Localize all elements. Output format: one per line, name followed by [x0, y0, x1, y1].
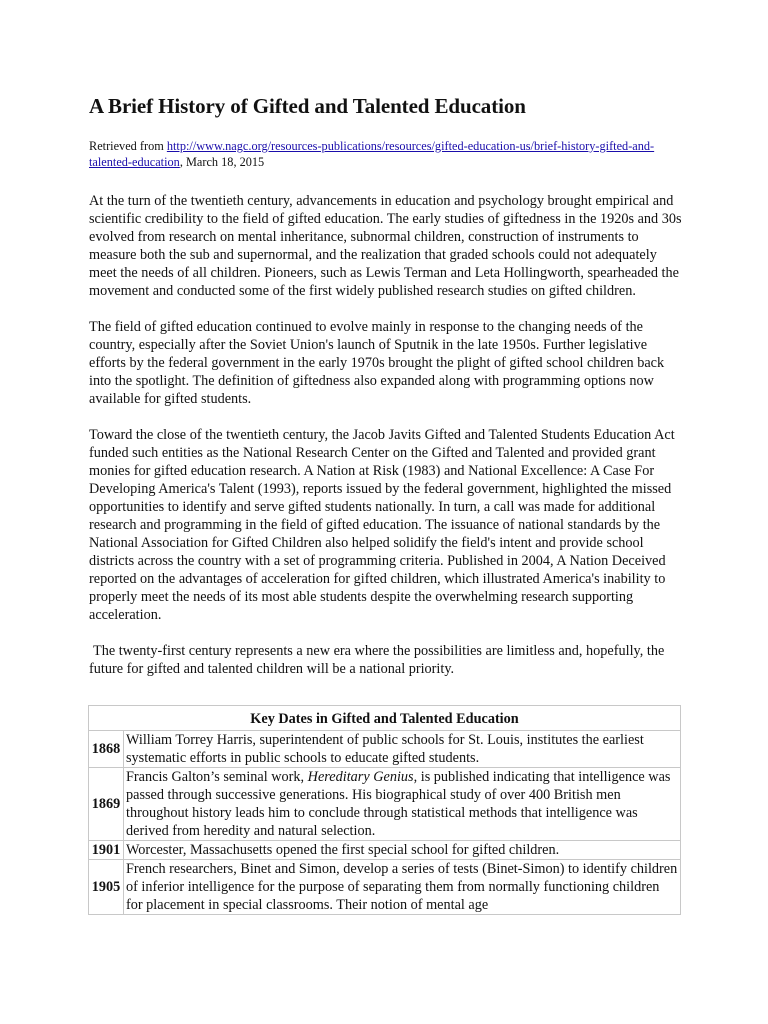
- document-page: [89, 92, 682, 678]
- row-description: William Torrey Harris, superintendent of public schools for St. Louis, institutes the earliest systematic efforts in public schools to educate gifted students.: [124, 731, 681, 768]
- paragraph-1: At the turn of the twentieth century, advancements in education and psychology brought empirical and scientific credibility to the field of gifted education. The early studies of giftedness in the 1920s and 30s evolved from research on mental inheritance, subnormal children, construction of instruments to measure both the sub and supernormal, and the realization that graded schools could not adequately meet the needs of all children. Pioneers, such as Lewis Terman and Leta Hollingworth, spearheaded the movement and conducted some of the first widely published research studies on gifted children.: [89, 193, 682, 299]
- source-link[interactable]: http://www.nagc.org/resources-publications/resources/gifted-education-us/brief-history-gifted-and-talented-education: [89, 139, 655, 169]
- source-suffix: , March 18, 2015: [179, 155, 265, 169]
- row-description: French researchers, Binet and Simon, develop a series of tests (Binet-Simon) to identify children of inferior intelligence for the purpose of separating them from normally functioning children for placement in special classrooms. Their notion of mental age: [124, 860, 681, 915]
- table-row: [89, 768, 681, 841]
- table-row: [89, 860, 681, 915]
- paragraph-3: Toward the close of the twentieth century, the Jacob Javits Gifted and Talented Students Education Act funded such entities as the National Research Center on the Gifted and Talented and provided grant monies for gifted education research. A Nation at Risk (1983) and National Excellence: A Case For Developing America's Talent (1993), reports issued by the federal government, highlighted the missed opportunities to identify and serve gifted students nationally. In turn, a call was made for additional research and programming in the field of gifted education. The issuance of national standards by the National Association for Gifted Children also helped solidify the field's intent and provide school districts across the country with a set of programming criteria. Published in 2004, A Nation Deceived reported on the advantages of acceleration for gifted children, which illustrated America's inability to properly meet the needs of its most able students despite the overwhelming research supporting acceleration.: [89, 427, 675, 623]
- table-header-row: [89, 706, 681, 731]
- row-year: 1901: [89, 841, 124, 860]
- page-title: A Brief History of Gifted and Talented Education: [89, 94, 526, 118]
- paragraph-2: The field of gifted education continued to evolve mainly in response to the changing needs of the country, especially after the Soviet Union's launch of Sputnik in the late 1950s. Further legislative efforts by the federal government in the early 1970s brought the plight of gifted school children back into the spotlight. The definition of giftedness also expanded along with programming options now available for gifted students.: [89, 319, 665, 407]
- table-row: [89, 731, 681, 768]
- book-title: Hereditary Genius: [307, 769, 414, 785]
- row-description: Worcester, Massachusetts opened the first special school for gifted children.: [124, 841, 681, 860]
- row-text-before: Francis Galton’s seminal work,: [126, 769, 308, 785]
- table-header: Key Dates in Gifted and Talented Education: [89, 706, 681, 731]
- source-citation: [89, 138, 682, 170]
- row-year: 1869: [89, 768, 124, 841]
- source-prefix: Retrieved from: [89, 139, 167, 153]
- paragraph-4: The twenty-first century represents a new era where the possibilities are limitless and, hopefully, the future for gifted and talented children will be a national priority.: [89, 643, 665, 677]
- row-year: 1905: [89, 860, 124, 915]
- row-text-after: , is published indicating that intelligence was passed through successive generations. His biographical study of over 400 British men throughout history leads him to conclude through statistical methods that intelligence was derived from heredity and natural selection.: [126, 769, 671, 839]
- table-row: [89, 841, 681, 860]
- row-description: [124, 768, 681, 841]
- row-year: 1868: [89, 731, 124, 768]
- key-dates-table: [88, 705, 681, 915]
